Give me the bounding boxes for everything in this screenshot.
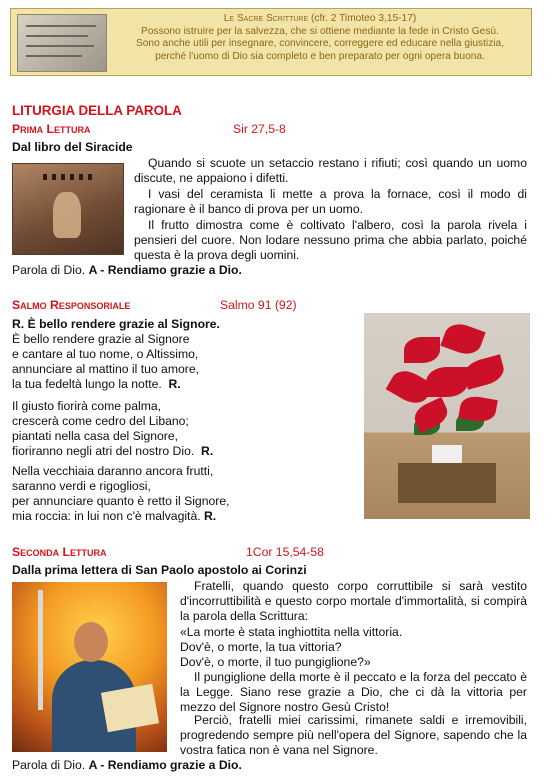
quote-line: Sono anche utili per insegnare, convincere, correggere ed educare nella giustizia,: [135, 38, 505, 50]
scripture-quote-line: «La morte è stata inghiottita nella vittoria.: [180, 625, 403, 639]
psalm-verse-last: fioriranno negli atri del nostro Dio. R.: [12, 444, 214, 458]
scripture-quote-line: Dov'è, o morte, la tua vittoria?: [180, 640, 342, 654]
scripture-quote-line: Dov'è, o morte, il tuo pungiglione?»: [180, 655, 371, 669]
psalm-verse: È bello rendere grazie al Signore: [12, 332, 190, 346]
psalm-verse: e cantare al tuo nome, o Altissimo,: [12, 347, 199, 361]
psalm-label: Salmo Responsoriale: [12, 298, 131, 312]
first-reading-response: A - Rendiamo grazie a Dio.: [88, 263, 242, 277]
siracide-relief-image: [12, 163, 124, 255]
psalm-refrain: R. È bello rendere grazie al Signore.: [12, 317, 220, 331]
second-reading-paragraph: Perciò, fratelli miei carissimi, rimanete saldi e irremovibili, progredendo sempre più nell'opera del Signore, sapendo che la vostra fatica non è vana nel Signore.: [180, 713, 527, 758]
first-reading-label: Prima Lettura: [12, 122, 91, 136]
psalm-verse: crescerà come cedro del Libano;: [12, 414, 189, 428]
first-reading-ref: Sir 27,5-8: [233, 122, 286, 136]
psalm-r: R.: [204, 509, 217, 523]
psalm-ref: Salmo 91 (92): [220, 298, 297, 312]
scripture-quote-box: [10, 8, 532, 76]
quote-line: Possono istruire per la salvezza, che si ottiene mediante la fede in Cristo Gesù.: [141, 25, 499, 37]
psalm-r: R.: [201, 444, 214, 458]
psalm-verse: annunciare al mattino il tuo amore,: [12, 362, 199, 376]
first-reading-paragraph: Quando si scuote un setaccio restano i rifiuti; così quando un uomo discute, ne appaiono i difetti.: [134, 156, 527, 186]
psalm-r: R.: [168, 377, 181, 391]
first-reading-subtitle: Dal libro del Siracide: [12, 140, 133, 154]
first-reading-paragraph: Il frutto dimostra come è coltivato l'albero, così la parola rivela i pensieri del cuore. Non lodare nessuno prima che abbia parlato, poiché questa è la prova degli uomini.: [134, 218, 527, 263]
second-reading-ref: 1Cor 15,54-58: [246, 545, 324, 559]
second-reading-paragraph: Fratelli, quando questo corpo corruttibile si sarà vestito d'incorruttibilità e questo corpo mortale d'immortalità, si compirà la parola della Scrittura:: [180, 579, 527, 624]
psalm-verse: Nella vecchiaia daranno ancora frutti,: [12, 464, 214, 478]
second-reading-closing: Parola di Dio. A - Rendiamo grazie a Dio.: [12, 758, 242, 772]
scripture-quote-text: [111, 13, 529, 63]
second-reading-subtitle: Dalla prima lettera di San Paolo apostolo ai Corinzi: [12, 563, 307, 577]
bible-image: [17, 14, 107, 72]
second-reading-label: Seconda Lettura: [12, 545, 107, 559]
first-reading-paragraph: I vasi del ceramista li mette a prova la fornace, così il modo di ragionare è il banco di prova per un uomo.: [134, 187, 527, 217]
psalm-verse-last: la tua fedeltà lungo la notte. R.: [12, 377, 181, 391]
first-reading-closing: Parola di Dio. A - Rendiamo grazie a Dio.: [12, 263, 242, 277]
saint-paul-image: [12, 582, 167, 752]
quote-title: Le Sacre Scritture: [223, 13, 309, 24]
psalm-verse-last: mia roccia: in lui non c'è malvagità. R.: [12, 509, 217, 523]
poinsettia-photo: [364, 313, 530, 519]
psalm-verse: per annunciare quanto è retto il Signore,: [12, 494, 230, 508]
quote-ref: (cfr. 2 Timoteo 3,15-17): [310, 13, 417, 24]
second-reading-response: A - Rendiamo grazie a Dio.: [88, 758, 242, 772]
psalm-verse: piantati nella casa del Signore,: [12, 429, 178, 443]
quote-line: perché l'uomo di Dio sia completo e ben preparato per ogni opera buona.: [155, 50, 485, 62]
page-title: LITURGIA DELLA PAROLA: [12, 103, 182, 118]
psalm-verse: saranno verdi e rigogliosi,: [12, 479, 151, 493]
second-reading-paragraph: Il pungiglione della morte è il peccato e la forza del peccato è la Legge. Siano rese grazie a Dio, che ci dà la vittoria per mezzo del Signore nostro Gesù Cristo!: [180, 670, 527, 715]
psalm-verse: Il giusto fiorirà come palma,: [12, 399, 162, 413]
